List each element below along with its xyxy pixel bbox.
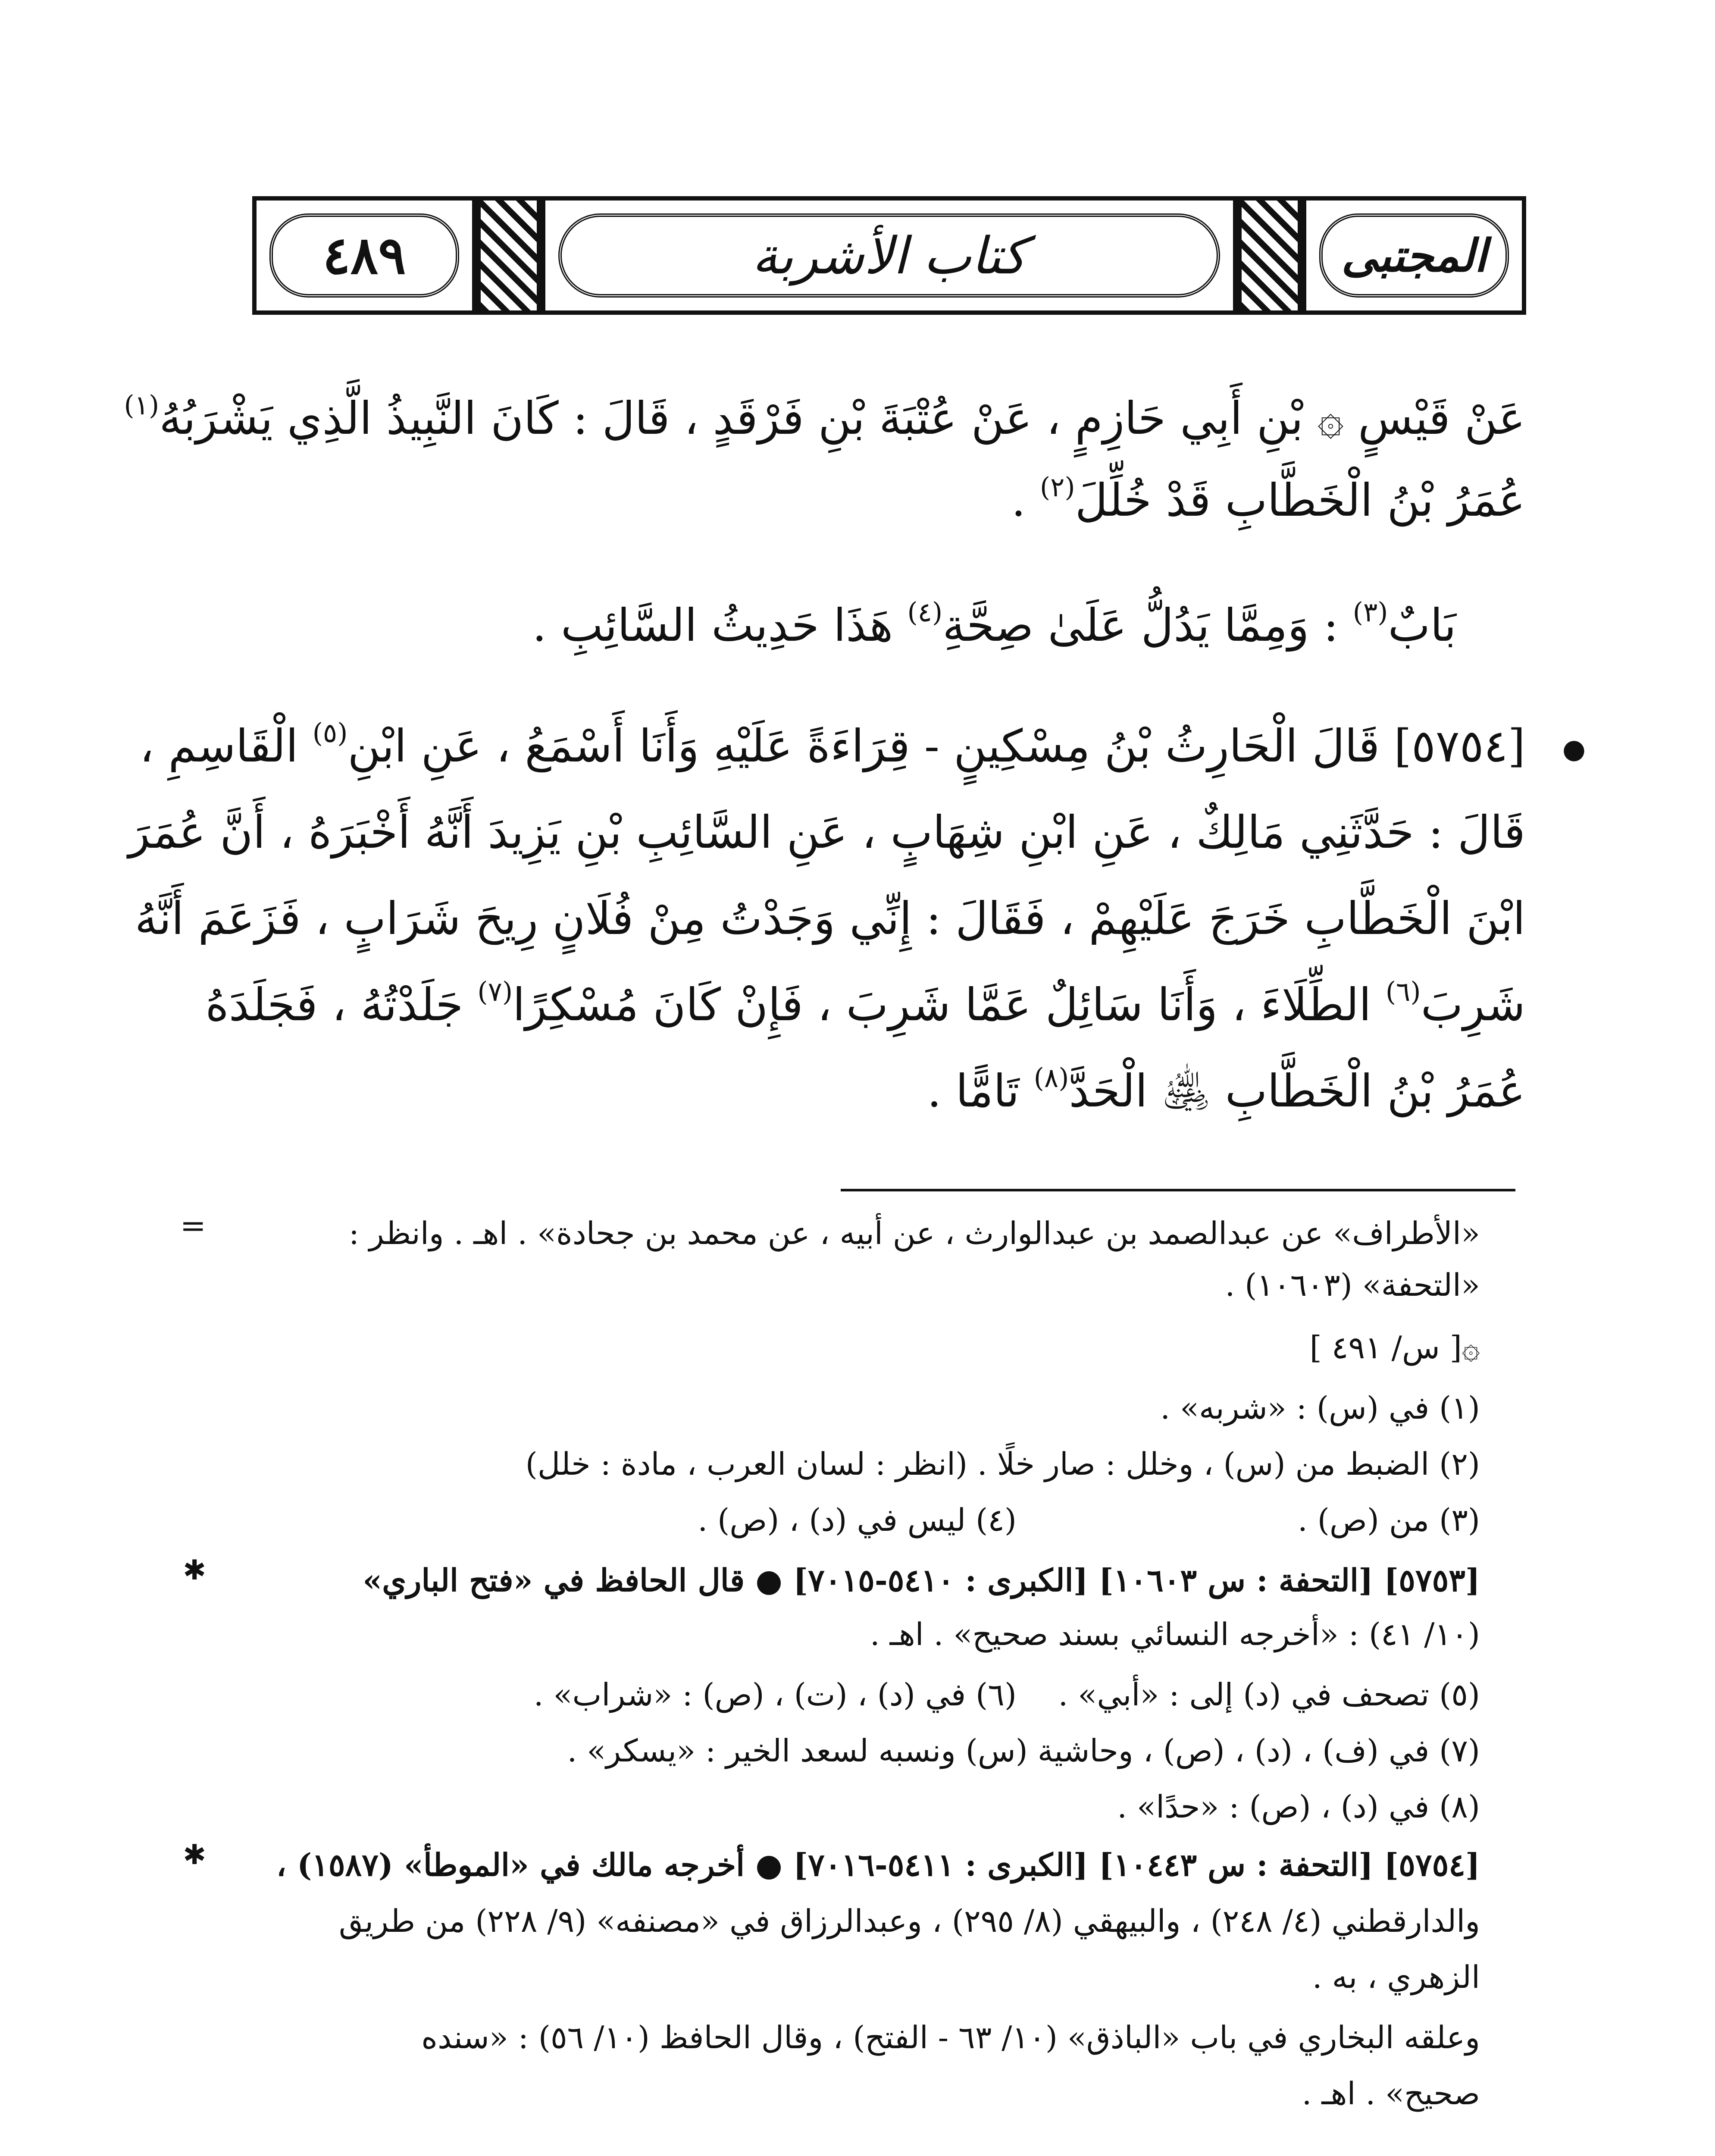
ornament-pattern-left	[476, 196, 541, 315]
footnote-ref: (١)	[124, 389, 160, 421]
takhrij-5754-cont: والدارقطني (٤/ ٢٤٨) ، والبيهقي (٨/ ٢٩٥) ، وعبدالرزاق في «مصنفه» (٩/ ٢٢٨) من طريق	[339, 1903, 1480, 1939]
takhrij-5753-cont: (١٠/ ٤١) : «أخرجه النسائي بسند صحيح» . اهـ .	[870, 1616, 1480, 1652]
footnote-3: (٣) من (ص) .	[1297, 1502, 1480, 1538]
chapter-heading-bab: بَابٌ$^{(٣)}$ : وَمِمَّا يَدُلُّ عَلَىٰ صِحَّةِ$^{(٤)}$ هَذَا حَدِيثُ السَّائِبِ .	[532, 596, 1456, 652]
takhrij-star: ✱	[183, 1554, 206, 1586]
takhrij-5753: [٥٧٥٣] [التحفة : س ١٠٦٠٣] [الكبرى : ٥٤١٠-٧٠١٥] ● قال الحافظ في «فتح الباري»	[363, 1562, 1480, 1598]
footnote-8: (٨) في (د) ، (ص) : «حدًا» .	[1117, 1789, 1480, 1825]
book-title: كتاب الأشربة	[752, 226, 1026, 285]
main-text-line: عُمَرُ بْنُ الْخَطَّابِ قَدْ خُلِّلَ$^{(٢)}$ .	[1011, 471, 1525, 526]
hadith-bullet: ●	[1562, 733, 1586, 765]
ornament-pattern-right	[1237, 196, 1302, 315]
footnote-ref: (٤)	[907, 596, 943, 628]
page-reference: ۞[ س/ ٤٩١ ]	[1309, 1329, 1480, 1366]
series-title: المجتبى	[1341, 229, 1487, 282]
footnote-1: (١) في (س) : «شربه» .	[1160, 1390, 1480, 1426]
footnote-5: (٥) تصحف في (د) إلى : «أبي» .	[1058, 1677, 1480, 1713]
hadith-text-line: قَالَ : حَدَّثَنِي مَالِكٌ ، عَنِ ابْنِ شِهَابٍ ، عَنِ السَّائِبِ بْنِ يَزِيدَ أَنَّهُ أَخْبَرَهُ ، أَنَّ عُمَرَ	[128, 806, 1525, 859]
footnote-ref: (٢)	[1039, 471, 1075, 503]
footnote-2: (٢) الضبط من (س) ، وخلل : صار خلًا . (انظر : لسان العرب ، مادة : خلل)	[525, 1446, 1480, 1482]
page-number-cartouche	[252, 196, 476, 315]
takhrij-5754-cont: الزهري ، به .	[1312, 1959, 1480, 1995]
footnote-ref: (٧)	[477, 976, 513, 1007]
footnote-ref: (٨)	[1033, 1062, 1069, 1094]
footnote-ref: (٣)	[1352, 596, 1388, 628]
footnote-ref: (٦)	[1385, 976, 1421, 1007]
hadith-text-line: [٥٧٥٤] قَالَ الْحَارِثُ بْنُ مِسْكِينٍ - قِرَاءَةً عَلَيْهِ وَأَنَا أَسْمَعُ ، عَنِ ابْنِ$^{(٥)}$ الْقَاسِمِ ،	[139, 717, 1525, 772]
footnote-4: (٤) ليس في (د) ، (ص) .	[698, 1502, 1017, 1538]
hadith-text-line: ابْنَ الْخَطَّابِ خَرَجَ عَلَيْهِمْ ، فَقَالَ : إِنِّي وَجَدْتُ مِنْ فُلَانٍ رِيحَ شَرَابٍ ، فَزَعَمَ أَنَّهُ	[135, 892, 1525, 945]
footnote-continuation: «التحفة» (١٠٦٠٣) .	[1225, 1267, 1480, 1303]
takhrij-5754: [٥٧٥٤] [التحفة : س ١٠٤٤٣] [الكبرى : ٥٤١١-٧٠١٦] ● أخرجه مالك في «الموطأ» (١٥٨٧) ،	[276, 1846, 1480, 1883]
hadith-text-line: عُمَرُ بْنُ الْخَطَّابِ ﵁ الْحَدَّ$^{(٨)}$ تَامًّا .	[927, 1062, 1525, 1117]
footnote-ref: (٥)	[312, 717, 348, 749]
main-text-line: عَنْ قَيْسٍ ۞ بْنِ أَبِي حَازِمٍ ، عَنْ عُتْبَةَ بْنِ فَرْقَدٍ ، قَالَ : كَانَ النَّبِيذُ الَّذِي يَشْرَبُهُ$^{(١)}$	[124, 389, 1525, 445]
takhrij-5754-cont: وعلقه البخاري في باب «الباذق» (١٠/ ٦٣ - الفتح) ، وقال الحافظ (١٠/ ٥٦) : «سنده	[421, 2019, 1480, 2056]
page-header	[252, 196, 1526, 315]
book-title-cartouche	[541, 196, 1237, 315]
continuation-mark: =	[180, 1207, 206, 1244]
footnote-divider	[841, 1189, 1515, 1191]
takhrij-star: ✱	[183, 1839, 206, 1871]
series-title-cartouche	[1302, 196, 1526, 315]
page-number: ٤٨٩	[322, 225, 406, 286]
takhrij-5754-cont: صحيح» . اهـ .	[1302, 2075, 1480, 2112]
footnote-continuation: «الأطراف» عن عبدالصمد بن عبدالوارث ، عن أبيه ، عن محمد بن جحادة» . اهـ . وانظر :	[348, 1215, 1480, 1251]
footnote-6: (٦) في (د) ، (ت) ، (ص) : «شراب» .	[533, 1677, 1017, 1713]
footnote-7: (٧) في (ف) ، (د) ، (ص) ، وحاشية (س) ونسبه لسعد الخير : «يسكر» .	[567, 1733, 1480, 1769]
hadith-text-line: شَرِبَ$^{(٦)}$ الطِّلَاءَ ، وَأَنَا سَائِلٌ عَمَّا شَرِبَ ، فَإِنْ كَانَ مُسْكِرًا$^{(٧)}$ جَلَدْتُهُ ، فَجَلَدَهُ	[205, 976, 1525, 1031]
